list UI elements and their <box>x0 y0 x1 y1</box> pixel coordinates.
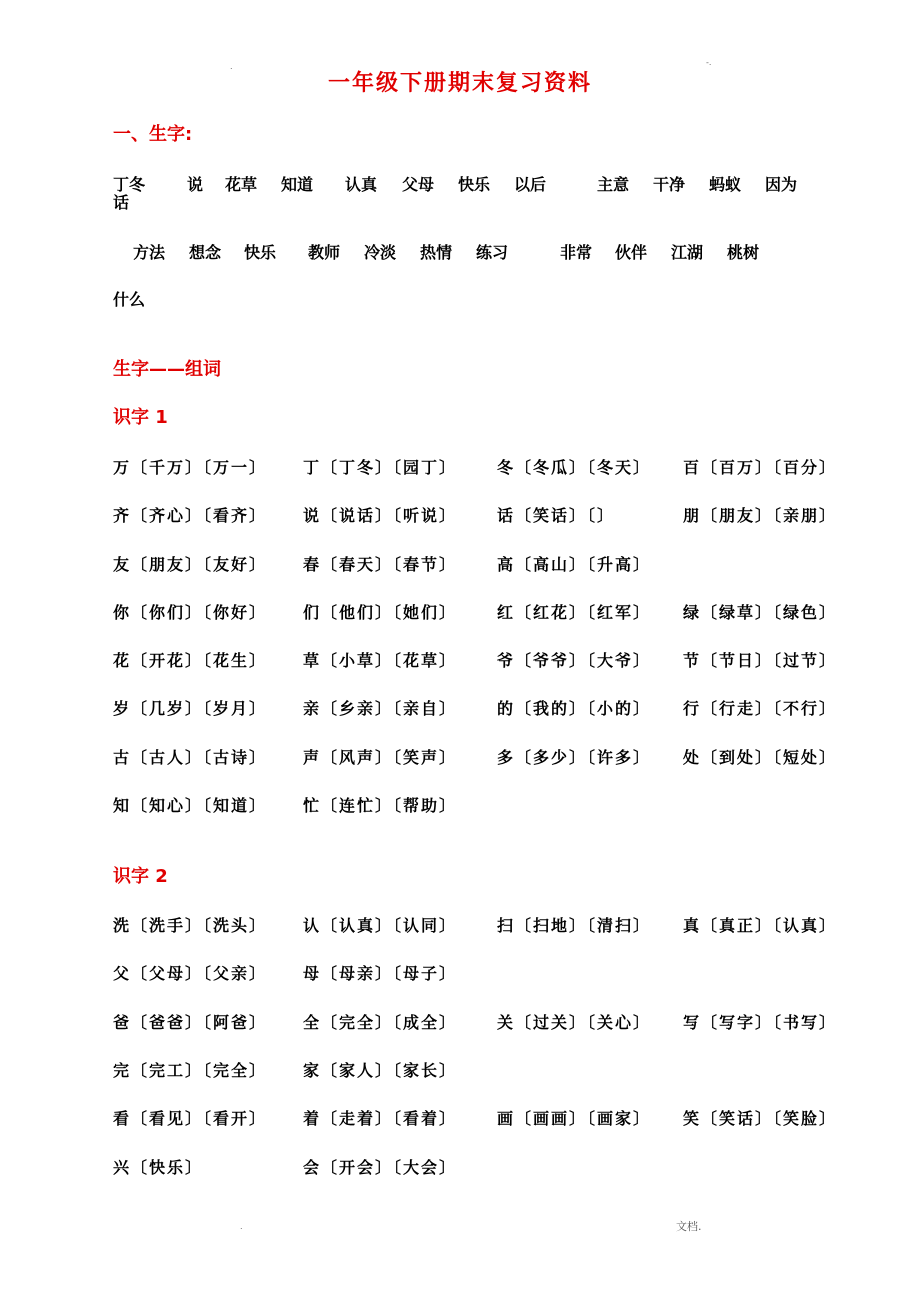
word-group-entry: 节〔节日〕〔过节〕 <box>683 651 838 670</box>
word-group-entry: 行〔行走〕〔不行〕 <box>683 699 838 718</box>
word-group-entry: 春〔春天〕〔春节〕 <box>303 555 458 574</box>
document-title: 一年级下册期末复习资料 <box>327 71 592 96</box>
vocab-word: 因为 <box>765 175 798 194</box>
word-group-entry: 画〔画画〕〔画家〕 <box>497 1109 652 1128</box>
vocab-word: 方法 <box>133 243 166 262</box>
word-group-entry: 忙〔连忙〕〔帮助〕 <box>303 796 458 815</box>
vocab-word: 认真 <box>345 175 378 194</box>
decorative-dot: . <box>230 62 233 71</box>
word-group-entry: 母〔母亲〕〔母子〕 <box>303 964 458 983</box>
word-group-entry: 声〔风声〕〔笑声〕 <box>303 748 458 767</box>
word-group-entry: 兴〔快乐〕 <box>113 1158 204 1177</box>
word-group-entry: 百〔百万〕〔百分〕 <box>683 458 838 477</box>
word-group-entry: 亲〔乡亲〕〔亲自〕 <box>303 699 458 718</box>
word-group-entry: 知〔知心〕〔知道〕 <box>113 796 268 815</box>
word-group-entry: 洗〔洗手〕〔洗头〕 <box>113 916 268 935</box>
word-group-entry: 看〔看见〕〔看开〕 <box>113 1109 268 1128</box>
vocab-word: 江湖 <box>671 243 704 262</box>
word-group-entry: 认〔认真〕〔认同〕 <box>303 916 458 935</box>
section-heading-characters: 一、生字: <box>113 124 193 145</box>
word-group-entry: 冬〔冬瓜〕〔冬天〕 <box>497 458 652 477</box>
vocab-word: 知道 <box>281 175 314 194</box>
decorative-dot: -. <box>706 58 712 67</box>
word-group-entry: 处〔到处〕〔短处〕 <box>683 748 838 767</box>
decorative-dot: . <box>240 1222 243 1231</box>
word-group-entry: 你〔你们〕〔你好〕 <box>113 603 268 622</box>
group-heading: 识字 1 <box>113 407 168 428</box>
word-group-entry: 岁〔几岁〕〔岁月〕 <box>113 699 268 718</box>
word-group-entry: 爸〔爸爸〕〔阿爸〕 <box>113 1013 268 1032</box>
word-group-entry: 万〔千万〕〔万一〕 <box>113 458 268 477</box>
word-group-entry: 着〔走着〕〔看着〕 <box>303 1109 458 1128</box>
vocab-word: 话 <box>113 193 130 212</box>
vocab-word: 热情 <box>420 243 453 262</box>
word-group-entry: 朋〔朋友〕〔亲朋〕 <box>683 506 838 525</box>
word-group-entry: 丁〔丁冬〕〔园丁〕 <box>303 458 458 477</box>
word-group-entry: 红〔红花〕〔红军〕 <box>497 603 652 622</box>
word-group-entry: 花〔开花〕〔花生〕 <box>113 651 268 670</box>
word-group-entry: 话〔笑话〕〔〕 <box>497 506 616 525</box>
word-group-entry: 写〔写字〕〔书写〕 <box>683 1013 838 1032</box>
vocab-word: 伙伴 <box>615 243 648 262</box>
word-group-entry: 父〔父母〕〔父亲〕 <box>113 964 268 983</box>
word-group-entry: 友〔朋友〕〔友好〕 <box>113 555 268 574</box>
word-group-entry: 说〔说话〕〔听说〕 <box>303 506 458 525</box>
word-group-entry: 全〔完全〕〔成全〕 <box>303 1013 458 1032</box>
word-group-entry: 们〔他们〕〔她们〕 <box>303 603 458 622</box>
vocab-word: 桃树 <box>727 243 760 262</box>
vocab-word: 丁冬 <box>113 175 146 194</box>
word-group-entry: 爷〔爷爷〕〔大爷〕 <box>497 651 652 670</box>
word-group-entry: 古〔古人〕〔古诗〕 <box>113 748 268 767</box>
group-heading: 识字 2 <box>113 866 168 887</box>
vocab-word: 想念 <box>189 243 222 262</box>
word-group-entry: 笑〔笑话〕〔笑脸〕 <box>683 1109 838 1128</box>
word-group-entry: 高〔高山〕〔升高〕 <box>497 555 652 574</box>
vocab-word: 以后 <box>514 175 547 194</box>
vocab-word: 蚂蚁 <box>709 175 742 194</box>
word-group-entry: 草〔小草〕〔花草〕 <box>303 651 458 670</box>
word-group-entry: 多〔多少〕〔许多〕 <box>497 748 652 767</box>
vocab-word: 快乐 <box>458 175 491 194</box>
word-group-entry: 完〔完工〕〔完全〕 <box>113 1061 268 1080</box>
vocab-word: 主意 <box>597 175 630 194</box>
vocab-word: 父母 <box>402 175 435 194</box>
vocab-word: 花草 <box>225 175 258 194</box>
word-group-entry: 会〔开会〕〔大会〕 <box>303 1158 458 1177</box>
word-group-entry: 关〔过关〕〔关心〕 <box>497 1013 652 1032</box>
vocab-word: 干净 <box>653 175 686 194</box>
word-group-entry: 家〔家人〕〔家长〕 <box>303 1061 458 1080</box>
vocab-word: 什么 <box>113 290 146 309</box>
vocab-word: 非常 <box>560 243 593 262</box>
vocab-word: 练习 <box>476 243 509 262</box>
footer-label: 文档. <box>676 1220 702 1233</box>
word-group-entry: 绿〔绿草〕〔绿色〕 <box>683 603 838 622</box>
word-group-entry: 扫〔扫地〕〔清扫〕 <box>497 916 652 935</box>
vocab-word: 快乐 <box>244 243 277 262</box>
vocab-word: 说 <box>187 175 204 194</box>
section-heading-word-groups: 生字——组词 <box>113 359 221 380</box>
word-group-entry: 真〔真正〕〔认真〕 <box>683 916 838 935</box>
vocab-word: 冷淡 <box>364 243 397 262</box>
word-group-entry: 齐〔齐心〕〔看齐〕 <box>113 506 268 525</box>
vocab-word: 教师 <box>308 243 341 262</box>
word-group-entry: 的〔我的〕〔小的〕 <box>497 699 652 718</box>
